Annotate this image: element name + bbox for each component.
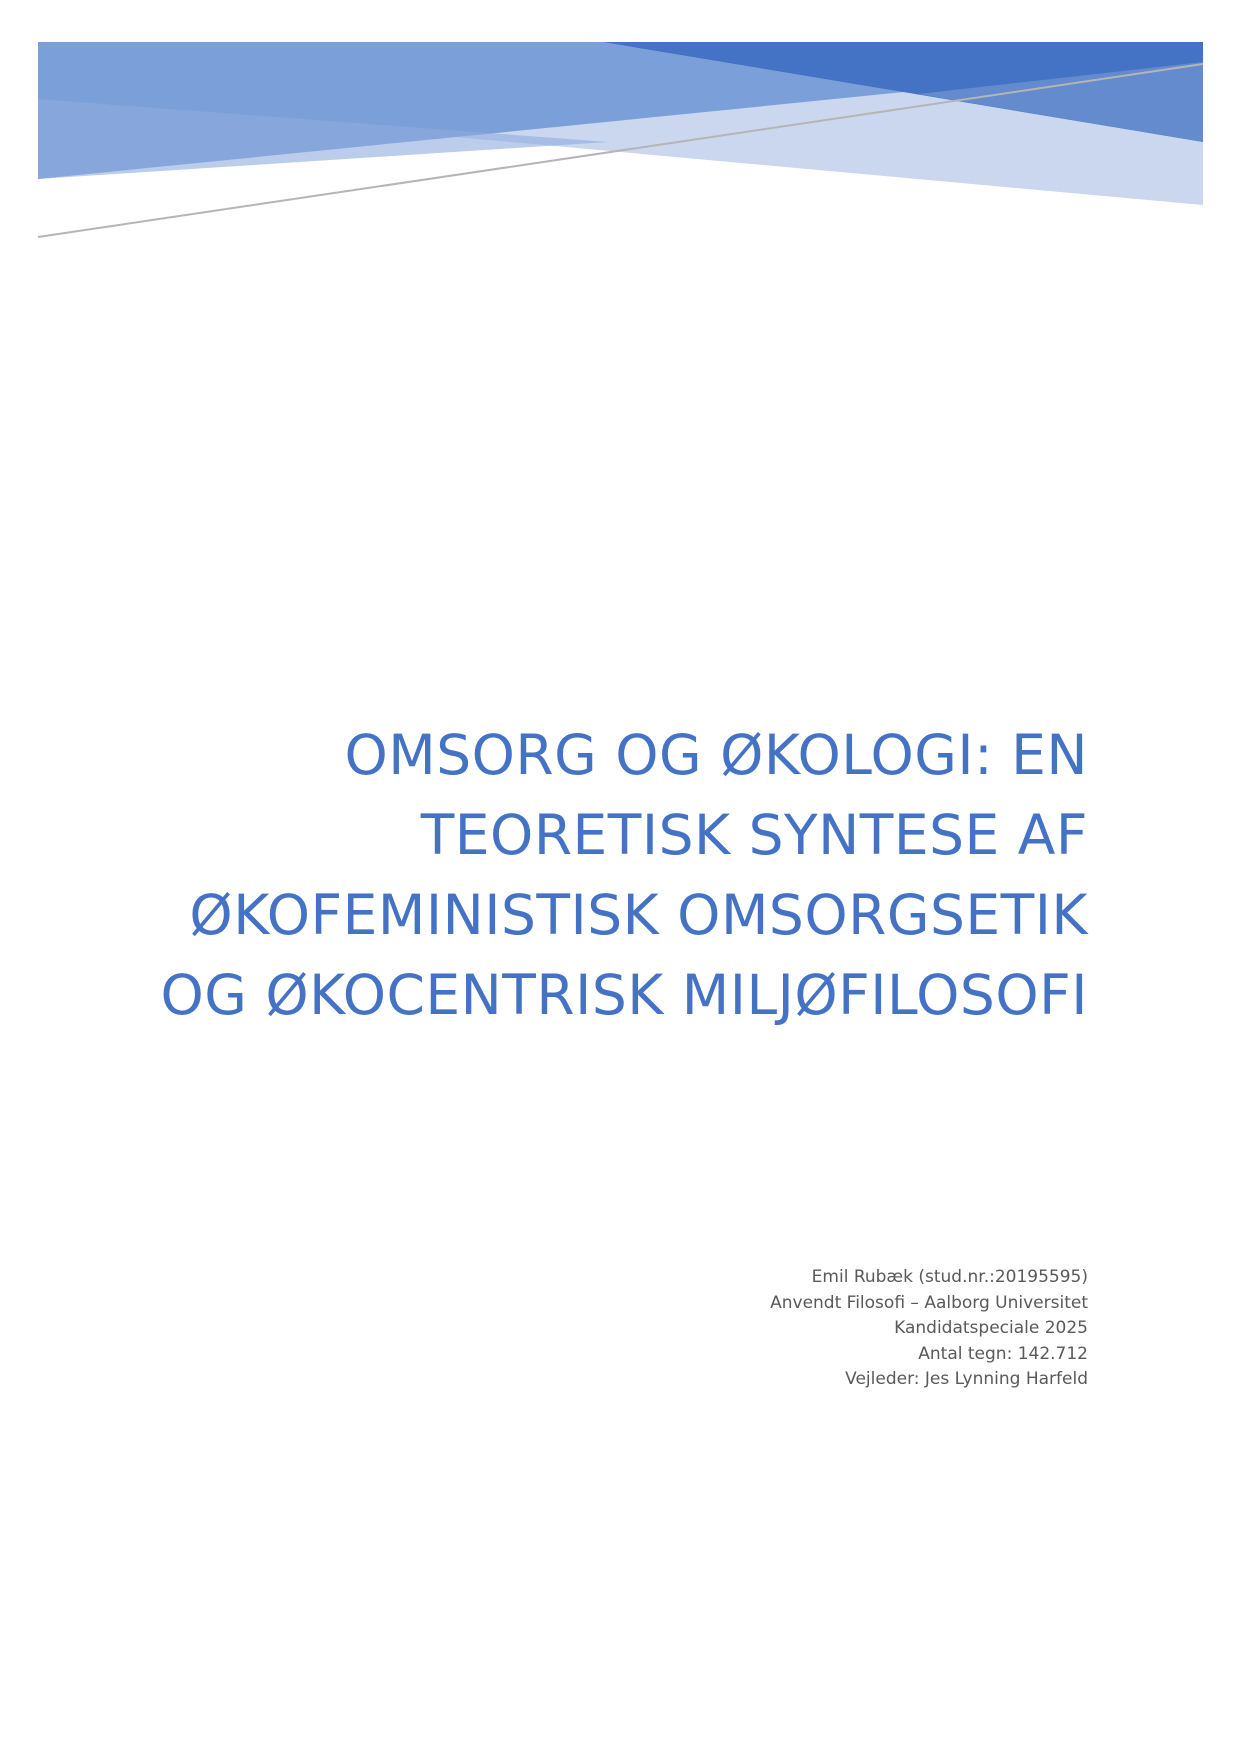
program-line: Anvendt Filosofi – Aalborg Universitet [770, 1292, 1088, 1313]
character-count-line: Antal tegn: 142.712 [918, 1343, 1088, 1364]
cover-meta-info [588, 1265, 1088, 1393]
thesis-type-line: Kandidatspeciale 2025 [894, 1318, 1088, 1338]
supervisor-line: Vejleder: Jes Lynning Harfeld [845, 1369, 1088, 1389]
cover-title [108, 715, 1088, 1035]
decorative-header-banner [38, 42, 1203, 242]
title-line: TEORETISK SYNTESE AF [420, 803, 1088, 867]
author-line: Emil Rubæk (stud.nr.:20195595) [811, 1267, 1088, 1287]
title-line: ØKOFEMINISTISK OMSORGSETIK [189, 883, 1088, 947]
title-line: OG ØKOCENTRISK MILJØFILOSOFI [160, 963, 1088, 1027]
title-line: OMSORG OG ØKOLOGI: EN [344, 723, 1088, 787]
